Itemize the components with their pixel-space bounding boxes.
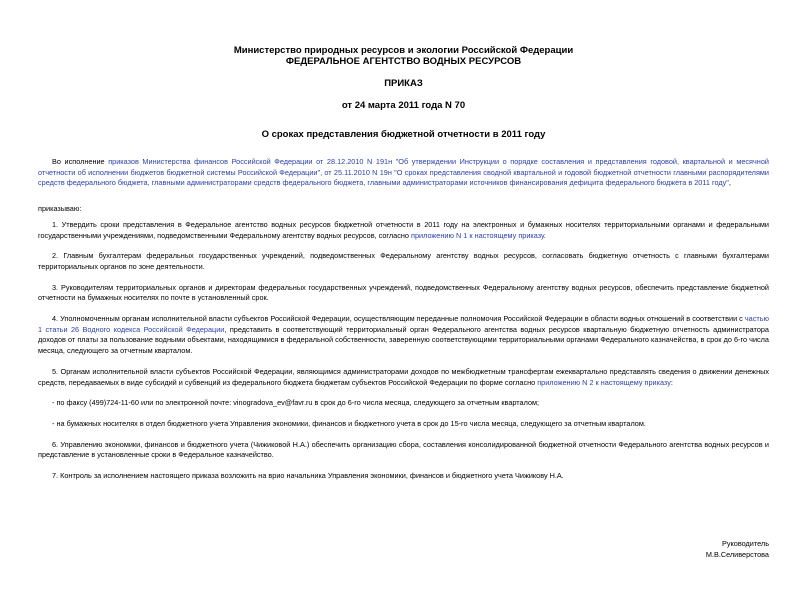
clause-4-text: 4. Уполномоченным органам исполнительной власти субъектов Российской Федерации, осуществляющим переданные полномочия Российской Федерации в области водных отношений в соответствии с	[52, 314, 745, 324]
document-date-number: от 24 марта 2011 года N 70	[341, 100, 466, 111]
clause-5-end: :	[670, 377, 673, 387]
appendix-1-link[interactable]: приложению N 1 к настоящему приказу	[411, 230, 544, 240]
water-code-link[interactable]: частью 1 статьи 26 Водного кодекса Российской Федерации	[38, 314, 769, 334]
clause-1-end: .	[543, 230, 546, 240]
clause-5-text: 5. Органам исполнительной власти субъектов Российской Федерации, являющимся администраторами доходов по межбюджетным трансфертам ежеквартально представлять сведения о движении денежных средств, передаваемых в виде субсидий и субвенций из федерального бюджета бюджетам субъектов Российской Федерации по форме согласно	[38, 366, 769, 387]
document-subject: О сроках представления бюджетной отчетности в 2011 году	[261, 129, 546, 140]
agency-name: ФЕДЕРАЛЬНОЕ АГЕНТСТВО ВОДНЫХ РЕСУРСОВ	[285, 56, 522, 67]
appendix-2-link[interactable]: приложению N 2 к настоящему приказу	[537, 377, 671, 387]
clause-5-paper: - на бумажных носителях в отдел бюджетного учета Управления экономики, финансов и бюджетного учета в срок до 15-го числа месяца, следующего за отчетным кварталом.	[52, 418, 646, 428]
clause-5-fax: - по факсу (499)724-11-60 или по электронной почте: vinogradova_ev@favr.ru в срок до 6-го числа месяца, следующего за отчетным кварталом;	[52, 398, 540, 408]
clause-5	[38, 367, 769, 388]
clause-1	[38, 220, 769, 241]
ministry-name: Министерство природных ресурсов и экологии Российской Федерации	[233, 45, 574, 56]
signatory-title: Руководитель	[721, 539, 769, 548]
clause-2: 2. Главным бухгалтерам федеральных государственных учреждений, подведомственных Федеральному агентству водных ресурсов, согласовать бюджетную отчетность с главными бухгалтерами территориальных органов по зоне деятельности.	[38, 251, 769, 271]
clause-4-end: , представить в соответствующий территориальный орган Федерального агентства водных ресурсов квартальную бюджетную отчетность администратора доходов от платы за пользование водными объектами, находящимися в федеральной собственности, заверенную соответствующими территориальными органами Федерального казначейства, в срок до 6-го числа месяца, следующего за отчетным кварталом.	[38, 324, 769, 356]
clause-7: 7. Контроль за исполнением настоящего приказа возложить на врио начальника Управления экономики, финансов и бюджетного учета Чижикову Н.А.	[52, 471, 564, 481]
intro-text-end: ,	[728, 178, 731, 188]
document-page	[0, 45, 807, 616]
intro-text: Во исполнение	[52, 157, 109, 166]
intro-legal-link[interactable]: приказов Министерства финансов Российской Федерации от 28.12.2010 N 191н "Об утверждении Инструкции о порядке составления и представления годовой, квартальной и месячной отчетности об исполнении бюджетов бюджетной системы Российской Федерации", от 25.11.2010 N 19н "О сроках представления сводной квартальной и годовой бюджетной отчетности главными распорядителями средств федерального бюджета, главными администраторами средств федерального бюджета, главными администраторами источников финансирования дефицита федерального бюджета в 2011 году"	[38, 157, 769, 188]
prikazyvayu-text: приказываю:	[38, 204, 82, 214]
intro-paragraph	[38, 157, 769, 189]
clause-6: 6. Управлению экономики, финансов и бюджетного учета (Чижиковой Н.А.) обеспечить организацию сбора, составления консолидированной бюджетной отчетности Федерального агентства водных ресурсов и представление в установленные сроки в Федеральное казначейство.	[38, 439, 769, 460]
clause-1-text: 1. Утвердить сроки представления в Федеральное агентство водных ресурсов бюджетной отчетности в 2011 году на электронных и бумажных носителях территориальными органами и федеральными государственными учреждениями, подведомственными Федеральному агентству водных ресурсов, согласно	[38, 219, 769, 240]
clause-4	[38, 314, 769, 357]
signature-block	[706, 538, 769, 560]
signatory-name: М.В.Селиверстова	[705, 550, 769, 559]
clause-3: 3. Руководителям территориальных органов и директорам федеральных государственных учреждений, подведомственных Федеральному агентству водных ресурсов, обеспечить представление бюджетной отчетности на бумажных носителях по почте в установленный срок.	[38, 282, 769, 303]
document-type: ПРИКАЗ	[384, 78, 423, 89]
